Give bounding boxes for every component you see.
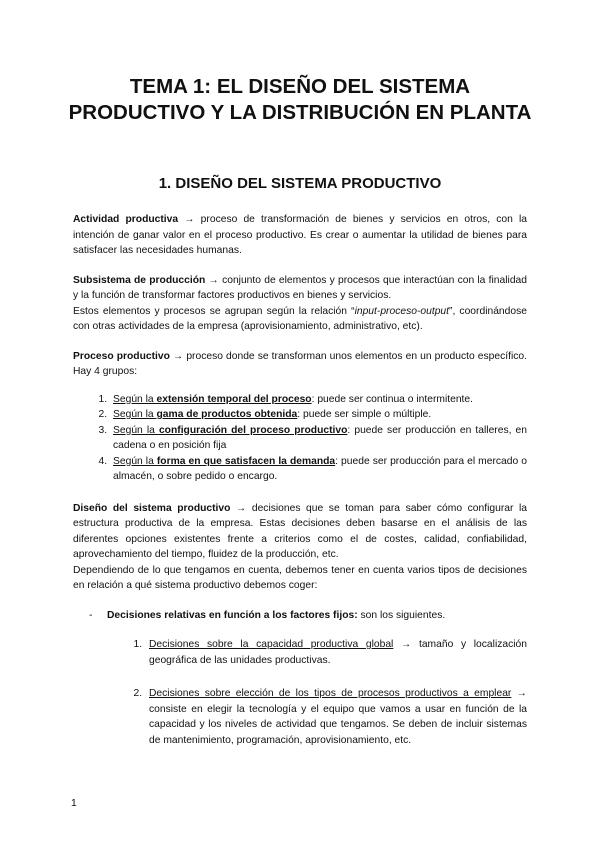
paragraph-proceso-productivo <box>73 349 527 380</box>
decision-title: Decisiones sobre la capacidad productiva global <box>149 639 394 650</box>
definition-text: → conjunto de elementos y procesos que interactúan con la finalidad y la función de transformar factores productivos en bienes y servicios. <box>73 274 527 301</box>
paragraph-subsistema <box>73 273 527 304</box>
paragraph-actividad-productiva <box>73 212 527 259</box>
list-item <box>110 407 527 423</box>
italic-term: input-proceso-output <box>354 305 450 317</box>
definition-text: → decisiones que se toman para saber cómo configurar la estructura productiva de la empresa. Estas decisiones deben basarse en el análisis de las diferentes opciones existentes frente a criterios como el de costes, calidad, confiabilidad, aprovechamiento del tiempo, fluidez de la producción, etc. <box>73 502 527 560</box>
definition-text: → proceso de transformación de bienes y servicios en otros, con la intención de ganar valor en el proceso productivo. Es crear o aumentar la utilidad de bienes para satisfacer las necesidades humanas. <box>73 214 528 256</box>
item-text: : puede ser producción para el mercado o almacén, o sobre pedido o encargo. <box>113 455 527 482</box>
item-key: extensión temporal del proceso <box>156 393 312 405</box>
document-title: TEMA 1: EL DISEÑO DEL SISTEMA PRODUCTIVO Y LA DISTRIBUCIÓN EN PLANTA <box>68 75 532 124</box>
process-types-list <box>73 392 527 485</box>
item-prefix: Según la <box>113 409 157 420</box>
item-prefix: Según la <box>113 455 157 467</box>
term-subsistema-produccion: Subsistema de producción <box>73 274 206 286</box>
term-proceso-productivo: Proceso productivo <box>73 350 170 362</box>
list-item <box>110 454 527 485</box>
paragraph-diseno-detail: Dependiendo de lo que tengamos en cuenta, debemos tener en cuenta varios tipos de decisiones en relación a qué sistema productivo debemos coger: <box>73 564 527 591</box>
document-body <box>73 212 527 748</box>
item-key: gama de productos obtenida <box>156 409 298 420</box>
paragraph-subsistema-detail <box>73 304 527 335</box>
item-prefix: Según la <box>113 424 159 436</box>
item-key: forma en que satisfacen la demanda <box>156 455 336 467</box>
decision-text: → tamaño y localización geográfica de las unidades productivas. <box>149 639 528 666</box>
text-fragment: Estos elementos y procesos se agrupan según la relación “ <box>73 305 355 317</box>
item-key: configuración del proceso productivo <box>158 424 348 436</box>
list-item <box>110 423 527 454</box>
term-diseno-sistema-productivo: Diseño del sistema productivo <box>73 502 231 514</box>
decisions-list <box>73 637 527 748</box>
list-item <box>145 637 527 668</box>
text-fragment: ”, coordinándose con otras actividades de la empresa (aprovisionamiento, administrativo, etc). <box>73 305 527 332</box>
term-actividad-productiva: Actividad productiva <box>73 214 179 225</box>
decision-title: Decisiones sobre elección de los tipos de procesos productivos a emplear <box>149 688 512 699</box>
list-item <box>145 686 527 748</box>
decision-text: → consiste en elegir la tecnología y el equipo que vamos a usar en función de la capacidad y los niveles de actividad que tengamos. Se deben de incluir sistemas de mantenimiento, programación, aprovisionamiento, etc. <box>149 688 527 746</box>
paragraph-diseno-sistema <box>73 501 527 563</box>
item-prefix: Según la <box>113 393 157 405</box>
dash-bullet: - <box>89 609 93 621</box>
item-text: : puede ser producción en talleres, en cadena o en posición fija <box>113 424 527 451</box>
item-text: : puede ser continua o intermitente. <box>311 393 474 405</box>
list-item <box>110 392 527 408</box>
page-number: 1 <box>71 798 77 809</box>
section-title: 1. DISEÑO DEL SISTEMA PRODUCTIVO <box>158 175 442 192</box>
item-text: : puede ser simple o múltiple. <box>297 409 432 420</box>
definition-text: → proceso donde se transforman unos elementos en un producto específico. Hay 4 grupos: <box>73 350 527 377</box>
bullet-text: son los siguientes. <box>357 609 446 621</box>
bullet-heading: Decisiones relativas en función a los factores fijos: <box>107 609 358 621</box>
bullet-factores-fijos <box>73 608 527 624</box>
